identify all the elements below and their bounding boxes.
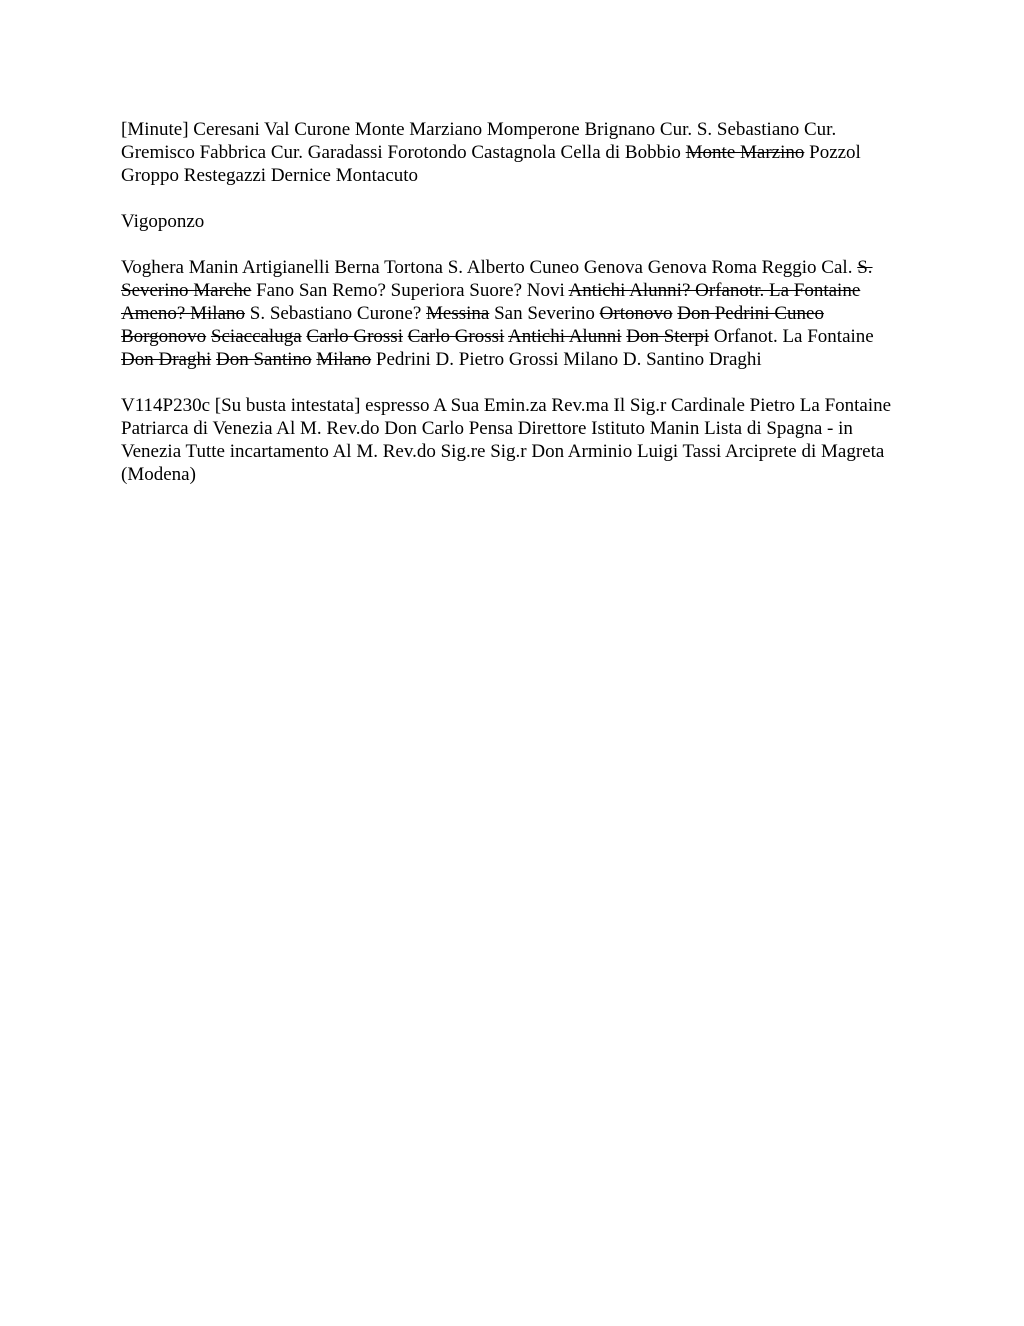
struck-text-run: Milano: [316, 349, 372, 370]
struck-text-run: Ortonovo: [599, 303, 673, 324]
paragraph-envelope: [121, 394, 911, 486]
text-run: V114P230c [Su busta intestata] espresso A Sua Emin.za Rev.ma Il Sig.r Cardinale Pietro La Fontaine Patriarca di Venezia Al M. Rev.do Don Carlo Pensa Direttore Istituto Manin Lista di Spagna - in Venezia Tutte incartamento Al M. Rev.do Sig.re Sig.r Don Arminio Luigi Tassi Arciprete di Magreta (Modena): [121, 395, 892, 485]
struck-text-run: Don Pedrini Cuneo: [677, 303, 824, 324]
paragraph-locations: [121, 256, 911, 371]
struck-text-run: Carlo Grossi: [306, 326, 403, 347]
struck-text-run: Monte Marzino: [685, 142, 805, 163]
struck-text-run: Don Santino: [215, 349, 312, 370]
struck-text-run: Carlo Grossi: [407, 326, 505, 347]
text-run: Vigoponzo: [121, 211, 205, 232]
text-run: Pozzol Groppo Restegazzi Dernice Montacuto: [121, 142, 861, 186]
text-run: San Severino: [489, 303, 600, 324]
text-run: Voghera Manin Artigianelli Berna Tortona S. Alberto Cuneo Genova Genova Roma Reggio Cal.: [121, 257, 858, 278]
struck-text-run: Don Sterpi: [626, 326, 710, 347]
struck-text-run: Antichi Alunni: [508, 326, 622, 347]
struck-text-run: Borgonovo: [121, 326, 207, 347]
document-page: [121, 118, 911, 486]
text-run: Fano San Remo? Superiora Suore? Novi: [251, 280, 569, 301]
struck-text-run: Ameno? Milano: [121, 303, 246, 324]
text-run: Orfanot. La Fontaine: [709, 326, 874, 347]
struck-text-run: S. Severino Marche: [121, 257, 873, 301]
struck-text-run: Messina: [426, 303, 490, 324]
paragraph-vigoponzo: [121, 210, 911, 233]
struck-text-run: Sciaccaluga: [210, 326, 302, 347]
text-run: Pedrini D. Pietro Grossi Milano D. Santino Draghi: [371, 349, 762, 370]
struck-text-run: Antichi Alunni? Orfanotr. La Fontaine: [568, 280, 861, 301]
paragraph-minute-list: [121, 118, 911, 187]
text-run: S. Sebastiano Curone?: [245, 303, 427, 324]
text-run: [Minute] Ceresani Val Curone Monte Marziano Momperone Brignano Cur. S. Sebastiano Cur. Gremisco Fabbrica Cur. Garadassi Forotondo Castagnola Cella di Bobbio: [121, 119, 837, 163]
struck-text-run: Don Draghi: [121, 349, 212, 370]
